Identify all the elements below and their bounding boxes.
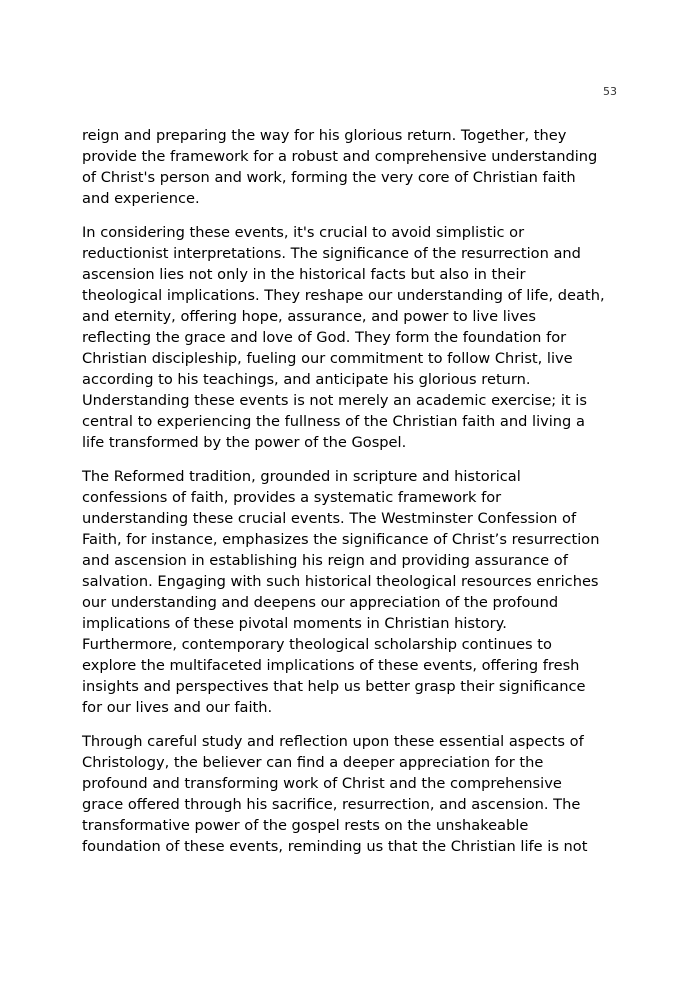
text-line: reductionist interpretations. The significance of the resurrection and xyxy=(82,245,581,262)
text-line: insights and perspectives that help us better grasp their significance xyxy=(82,678,586,695)
text-line: implications of these pivotal moments in Christian history. xyxy=(82,615,507,632)
text-line: confessions of faith, provides a systematic framework for xyxy=(82,489,502,506)
page-number: 53 xyxy=(603,85,617,98)
text-line: and eternity, offering hope, assurance, and power to live lives xyxy=(82,308,537,325)
text-line: according to his teachings, and anticipate his glorious return. xyxy=(82,371,531,388)
text-line: Furthermore, contemporary theological scholarship continues to xyxy=(82,636,552,653)
text-line: grace offered through his sacrifice, resurrection, and ascension. The xyxy=(82,796,581,813)
text-line: reign and preparing the way for his glorious return. Together, they xyxy=(82,127,567,144)
text-line: life transformed by the power of the Gospel. xyxy=(82,434,407,451)
text-line: reflecting the grace and love of God. They form the foundation for xyxy=(82,329,567,346)
text-line: understanding these crucial events. The Westminster Confession of xyxy=(82,510,577,527)
text-line: and ascension in establishing his reign and providing assurance of xyxy=(82,552,568,569)
text-line: our understanding and deepens our appreciation of the profound xyxy=(82,594,559,611)
text-line: Christology, the believer can find a deeper appreciation for the xyxy=(82,754,544,771)
text-line: provide the framework for a robust and comprehensive understanding xyxy=(82,148,598,165)
text-line: transformative power of the gospel rests on the unshakeable xyxy=(82,817,529,834)
paragraph-4 xyxy=(82,731,622,857)
text-line: explore the multifaceted implications of these events, offering fresh xyxy=(82,657,580,674)
text-line: Understanding these events is not merely an academic exercise; it is xyxy=(82,392,587,409)
text-line: In considering these events, it's crucial to avoid simplistic or xyxy=(82,224,525,241)
text-line: central to experiencing the fullness of the Christian faith and living a xyxy=(82,413,585,430)
text-line: theological implications. They reshape our understanding of life, death, xyxy=(82,287,605,304)
text-line: ascension lies not only in the historical facts but also in their xyxy=(82,266,526,283)
text-line: salvation. Engaging with such historical theological resources enriches xyxy=(82,573,599,590)
body-text xyxy=(82,125,622,870)
paragraph-3 xyxy=(82,466,622,718)
text-line: foundation of these events, reminding us that the Christian life is not xyxy=(82,838,588,855)
text-line: and experience. xyxy=(82,190,200,207)
text-line: Christian discipleship, fueling our commitment to follow Christ, live xyxy=(82,350,573,367)
text-line: of Christ's person and work, forming the very core of Christian faith xyxy=(82,169,576,186)
text-line: for our lives and our faith. xyxy=(82,699,273,716)
paragraph-1 xyxy=(82,125,622,209)
text-line: profound and transforming work of Christ and the comprehensive xyxy=(82,775,562,792)
text-line: The Reformed tradition, grounded in scripture and historical xyxy=(82,468,521,485)
text-line: Through careful study and reflection upon these essential aspects of xyxy=(82,733,584,750)
text-line: Faith, for instance, emphasizes the significance of Christ’s resurrection xyxy=(82,531,600,548)
paragraph-2 xyxy=(82,222,622,453)
